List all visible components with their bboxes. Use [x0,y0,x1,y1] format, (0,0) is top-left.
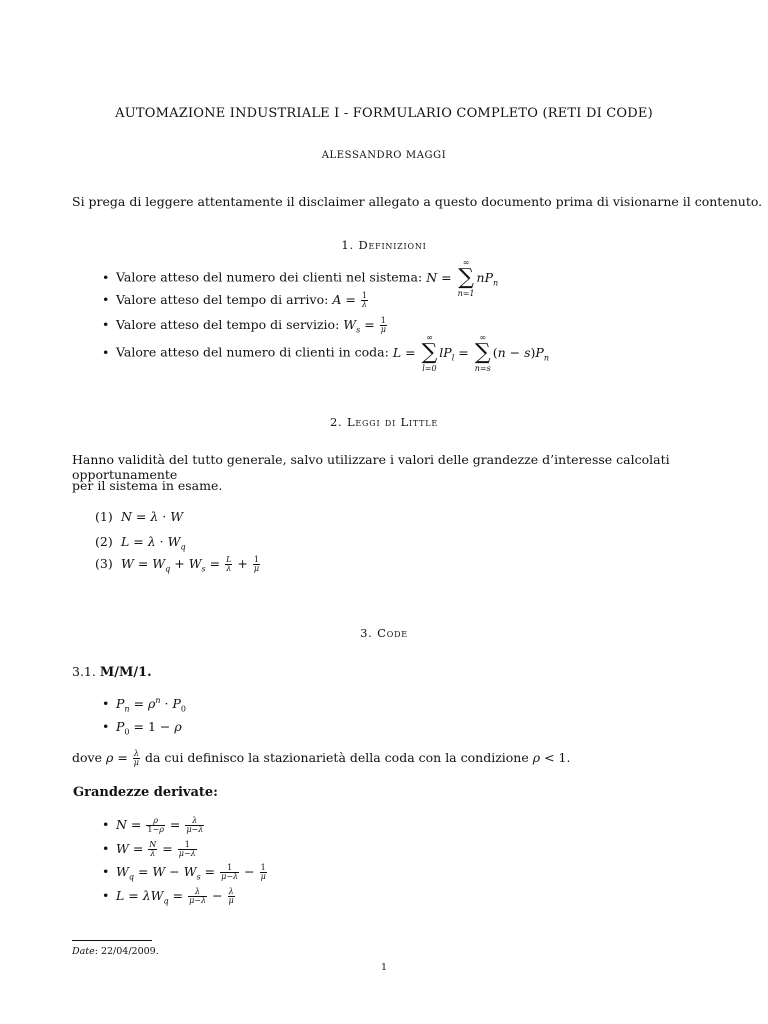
bullet-icon: • [102,817,110,832]
definition-item-1-text: Valore atteso del numero dei clienti nel sistema: [116,269,423,285]
section-3-number: 3. [360,626,373,640]
subsection-title: M/M/1. [99,665,152,680]
formula-Ws: $W_s$ = $\frac{1}{\mu}$ [343,316,386,335]
section-2-title: Leggi di Little [346,415,439,429]
derived-item-3: • $W_q = W - W_s$ = $\frac{1}{\mu-\lambda}$ − $\frac{1}{\mu}$ [102,863,266,882]
footnote-label: Date [72,946,95,957]
disclaimer-text: Si prega di leggere attentamente il disclaimer allegato a questo documento prima di visionarne il contenuto. [72,194,763,209]
stationarity-sentence: dove ρ = $\frac{\lambda}{\mu}$ da cui definisco la stazionarietà della coda con la condizione ρ < 1. [72,749,571,767]
stationarity-text: da cui definisco la stazionarietà della coda con la condizione [144,750,529,765]
section-1-heading [0,238,768,252]
dove-prefix: dove [72,750,102,765]
derived-quantities-heading: Grandezze derivate: [73,785,218,800]
definition-item-4 [102,333,549,373]
footnote [72,946,159,957]
definition-item-3-text: Valore atteso del tempo di servizio: [116,317,340,332]
bullet-icon: • [102,292,110,307]
section-3-title: Code [377,626,408,640]
bullet-icon: • [102,696,110,712]
little-law-3: (3) $W = W_q + W_s$ = $\frac{L}{\lambda}$ + $\frac{1}{\mu}$ [95,555,260,574]
bullet-icon: • [102,269,110,285]
footnote-date: : 22/04/2009. [94,946,159,957]
section-3-heading [0,626,768,640]
bullet-icon: • [102,719,110,734]
little-law-3-label: (3) [95,556,113,571]
formula-L: L = ∞ ∑ l=0 $lP_l$ = ∞ ∑ n=s $(n - s)P_n$ [392,333,549,373]
little-paragraph-line-1: Hanno validità del tutto generale, salvo utilizzare i valori delle grandezze d’interesse calcolati opportunamente [72,452,670,482]
author-name: ALESSANDRO MAGGI [321,150,447,161]
subsection-number: 3.1. [72,664,96,679]
bullet-icon: • [102,864,110,879]
little-law-1: (1) N = λ · W [95,509,184,524]
definition-item-2-text: Valore atteso del tempo di arrivo: [116,292,329,307]
mm1-item-1: • $P_n = \rho^n \cdot P_0$ [102,696,186,714]
definition-item-2 [102,292,369,309]
subsection-mm1-heading [72,664,152,680]
little-law-2: (2) $L = \lambda \cdot W_q$ [95,534,186,552]
page-number: 1 [380,962,388,973]
bullet-icon: • [102,317,110,332]
derived-item-1: • N = $\frac{\rho}{1-\rho}$ = $\frac{\lambda}{\mu-\lambda}$ [102,816,204,834]
little-law-2-label: (2) [95,534,113,549]
mm1-item-2: • $P_0 = 1 - \rho$ [102,719,182,737]
little-paragraph-line-2: per il sistema in esame. [72,478,223,493]
little-law-1-label: (1) [95,509,113,524]
bullet-icon: • [102,888,110,903]
bullet-icon: • [102,841,110,856]
derived-item-4: • $L = \lambda W_q$ = $\frac{\lambda}{\mu-\lambda}$ − $\frac{\lambda}{\mu}$ [102,887,234,906]
formula-N: N = ∞ ∑ n=1 $nP_n$ [426,258,499,298]
section-1-number: 1. [341,238,354,252]
definition-item-3 [102,317,388,335]
document-title: AUTOMAZIONE INDUSTRIALE I - FORMULARIO COMPLETO (RETI DI CODE) [115,106,653,121]
definition-item-4-text: Valore atteso del numero di clienti in coda: [116,344,389,360]
section-1-title: Definizioni [358,238,427,252]
bullet-icon: • [102,344,110,360]
derived-item-2: • W = $\frac{N}{\lambda}$ = $\frac{1}{\mu-\lambda}$ [102,840,196,858]
footnote-rule [72,940,152,941]
section-2-heading [0,415,768,429]
section-2-number: 2. [329,415,343,429]
formula-A: A = $\frac{1}{\lambda}$ [332,291,367,309]
